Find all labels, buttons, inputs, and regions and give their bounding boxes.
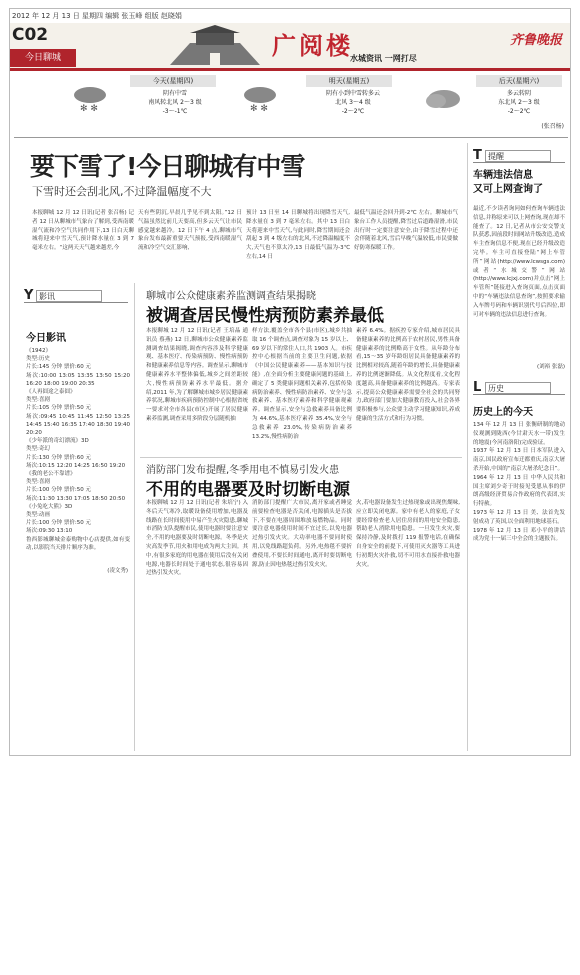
weather-description: 多云转阴 东北风 2～3 级 -2～2℃ bbox=[498, 90, 540, 115]
column-divider bbox=[134, 283, 135, 751]
divider bbox=[14, 137, 568, 138]
weather-day-label: 今天(星期四) bbox=[130, 75, 216, 87]
article2-body-col: 素养 6.4%。据疾控专家介绍,城市居民具备健康素养的比例高于农村居民,男性具备健康素养的比例略高于女性。从年龄分布看,15～35 岁年龄组居民具备健康素养的比例相对较高,随着年龄的增长,具备健康素养的比例逐渐降低。从文化程度看,文化程度越高,具备健康素养的比例越高。专家表示,提高公众健康素养需要全社会的共同努力,政府部门要加大健康教育投入,社会各界要积极参与,公众要主动学习健康知识,养成健康的生活方式和行为习惯。 bbox=[356, 328, 460, 422]
weather-today bbox=[70, 73, 240, 133]
page-header bbox=[10, 23, 571, 71]
reminder-title: 车辆违法信息 又可上网查询了 bbox=[473, 170, 543, 195]
history-body: 134 年 12 月 13 日 张衡研制的地动仪观测到陇西(今甘肃天水一带)发生的地震(今河南洛阳)完成验证。 1937 年 12 月 13 日 日本军队进入南京,国民政府宣布迁都重庆,南京大屠杀开始,中国的“南京大屠杀纪念日”。 1964 年 12 月 13 日 中华人民共和国主席刘少奇于时接见受恩从事的伊朗高级经济贸易合作政府的代表团,实行特赦。 1973 年 12 月 13 日 美、法首先发射成功了英国,以全面利用地球基石。 1978 年 12 月 13 日 邓小平的讲话成为党十一届三中全会的主题报告。 bbox=[473, 422, 565, 543]
snow-cloud-icon bbox=[70, 83, 110, 113]
weather-day-label: 明天(星期五) bbox=[306, 75, 392, 87]
brand-logo: 齐鲁晚报 bbox=[510, 33, 563, 48]
svg-text:✻ ✻: ✻ ✻ bbox=[80, 104, 98, 113]
reminder-header: T 提醒 bbox=[473, 149, 565, 163]
article2-kicker: 聊城市公众健康素养监测调查结果揭晓 bbox=[146, 291, 316, 302]
history-title: 历史上的今天 bbox=[473, 407, 533, 418]
reminder-label: 提醒 bbox=[485, 150, 551, 162]
lead-headline: 要下雪了!今日聊城有中雪 bbox=[30, 152, 305, 181]
snow-cloud-icon bbox=[240, 83, 280, 113]
weather-description: 阴有中雪 南风转北风 2～3 级 -3～-1℃ bbox=[148, 90, 202, 115]
movies-header: Y 影讯 bbox=[24, 289, 128, 303]
reminder-credit: (刘裕 张磊) bbox=[536, 364, 565, 370]
newspaper-page bbox=[9, 8, 571, 756]
cloud-icon bbox=[422, 83, 462, 113]
article3-body-col: 火,若电器设备发生过热现象或出现焦煳味,应立即关闭电源。家中有老人的家庭,子女要经常检查老人居住房间的用电安全隐患,帮助老人消除用电隐患。一旦发生火灾,要保持冷静,及时拨打 119 报警电话,在确保自身安全的前提下,可使用灭火器等工具进行初期火灾扑救,切不可用水直接扑救电器火灾。 bbox=[356, 500, 460, 568]
article2-title: 被调查居民慢性病预防素养最低 bbox=[146, 306, 384, 326]
article2-body-col: 样方法,覆盖全市各个县(市区),城乡共抽取 16 个调查点,调查对象为 15 岁以上、69 岁以下的常住人口,共 1903 人。市疾控中心根据当前的主要卫生问题,依据《中国公民健康素养——基本知识与技能》,在全面分析主要健康问题的基础上,确定了 5 类健康问题相关素养,包括传染病防治素养、慢性病防治素养、安全与急救素养、基本医疗素养和科学健康观素养。调查显示,安全与急救素养具备比例为 44.6%,基本医疗素养 35.4%,安全与急救素养 23.0%,传染病防治素养 13.2%,慢性病防治 bbox=[252, 328, 352, 440]
movies-title: 今日影讯 bbox=[26, 333, 66, 344]
weather-strip bbox=[10, 73, 571, 135]
section-name: 今日聊城 bbox=[10, 49, 76, 67]
article2-body-col: 本报聊城 12 月 12 日讯(记者 王培晶 通讯员 蔡燕) 12 日,聊城市公众健康素养监测调查结果揭晓,调查内容涉及科学健康观、基本医疗、传染病预防、慢性病预防和健康素养信息等内容。调查显示,聊城市健康素养水平整体偏低,城乡之间差距较大,慢性病预防素养水平最低。据介绍,2011 年,为了解聊城市城乡居民健康素养状况,聊城市疾病预防控制中心根据省统一要求对全市各县(市区)开展了居民健康素养监测,调查采用多阶段分层随机抽 bbox=[146, 328, 248, 422]
weather-tomorrow bbox=[240, 73, 410, 133]
divider bbox=[140, 457, 462, 458]
gate-tower-icon bbox=[160, 25, 270, 69]
movies-credit: (凌文秀) bbox=[107, 568, 128, 574]
article3-body-col: 本报聊城 12 月 12 日讯(记者 朱培宁) 入冬后天气寒冷,取暖设备使用增加,电器及线路在长时间使用中易产生火灾隐患,聊城市消防支队提醒市民,使用电器时要注意安全,不用的电器要及时切断电源。冬季是火灾高发季节,用火和用电成为两大主因。其中,有很多家庭的用电器在使用后没有关闭电源,电器长时间处于通电状态,很容易因过热引发火灾。 bbox=[146, 500, 248, 577]
movies-label: 影讯 bbox=[36, 290, 102, 302]
article3-kicker: 消防部门发布提醒,冬季用电不慎易引发火患 bbox=[146, 465, 340, 476]
weather-credit: (张召杨) bbox=[541, 123, 564, 130]
lead-body-col: 最低气温还会回升到-2℃ 左右。聊城市气象台工作人员提醒,降雪过后道路湿滑,市民出行时一定要注意安全,由于降雪过程中还会伴随着北风,雪后早晚气温较低,市民要做好防寒保暖工作。 bbox=[354, 210, 458, 252]
lead-body-col: 天有些阴沉,早晨几乎见不到太阳。”12 日气温虽然比前几天要高,但多云天气让市民感觉越来越冷。12 日下午 4 点,聊城市气象台发布最新重要天气预报,受西南暖湿气流和冷空气交汇影响, bbox=[138, 210, 242, 252]
movies-body: 《1942》 类型:历史 片长:145 分钟 票价:60 元 场次:10:00 13:05 13:35 13:50 15:20 16:20 18:00 19:00 20:35 《人再囧途之泰囧》 类型:喜剧 片长:105 分钟 票价:50 元 场次:09:45 10:45 11:45 12:50 13:25 14:45 15:40 16:35 17:40 18:30 19:40 20:20 《少年派的奇幻漂流》3D 类型:奇幻 片长:130 分钟 票价:60 元 场次:10:15 12:20 14:25 16:50 19:20 《我的老公不靠谱》 类型:喜剧 片长:100 分钟 票价:50 元 场次:11:30 13:30 17:05 18:50 20:50 《小兔吃大熊》3D 类型:动画 片长:100 分钟 票价:50 元 场次:09:30 13:10 鲁西影城聊城金泰购物中心店提供,如有变动,以影院当天排片顺序为准。 bbox=[26, 348, 130, 551]
column-title: 广阅楼 bbox=[272, 31, 353, 60]
article3-body-col: 消防部门提醒广大市民,离开家或者睡觉前要检查电器是否关闭,电源插头是否拔下,不要在电器周围堆放易燃物品。同时要注意电器使用时间不宜过长,以免电器过热引发火灾。大功率电器不要同时使用,以免线路超负荷。另外,电热毯不要折叠使用,不要长时间通电,离开时要切断电源,防止因电热毯过热引发火灾。 bbox=[252, 500, 352, 568]
history-header: L 历史 bbox=[473, 381, 565, 395]
weather-day-label: 后天(星期六) bbox=[476, 75, 562, 87]
svg-text:✻ ✻: ✻ ✻ bbox=[250, 104, 268, 113]
weather-description: 阴有小到中雪转多云 北风 3～4 级 -2～2℃ bbox=[325, 90, 380, 115]
lead-body-col: 本报聊城 12 月 12 日讯(记者 张召杨) 记者 12 日从聊城市气象台了解到,受西南暖湿气流和冷空气共同作用下,13 日白天聊城将迎来中雪天气,预计降水量在 3 到 7 毫米左右。“这两天天气越来越差,今 bbox=[32, 210, 134, 252]
reminder-body: 最近,不少读者询问如何查询车辆违法信息,并称原来可以上网查询,现在却不能查了。12 日,记者从市公安交警支队获悉,因前段时间网站升级改造,造成车主查询信息不便,现在已经升级改造完毕。车主可直接登陆“网上车管所”网站(http://www.lcwsgs.com)或者“水城交警”网站(http://www.lcjxj.com)并点击“网上车管所”链接进入查询页面,点击页面中的“车辆违法信息查询”,按照要求输入车牌号码和车辆识别代号后四位,即可对车辆的违法信息进行查询。 bbox=[473, 206, 565, 318]
lead-subheadline: 下雪时还会刮北风,不过降温幅度不大 bbox=[32, 185, 212, 198]
article3-title: 不用的电器要及时切断电源 bbox=[146, 480, 350, 500]
lead-body-col: 预计 13 日至 14 日聊城将出现降雪天气,降水量在 3 到 7 毫米左右。其中 13 日白天将迎来中雪天气,与此同时,降雪期间还会刮起 3 到 4 级左右的北风,不过降温幅度不大,天气也不算太冷,13 日最低气温为-3℃ 左右,14 日 bbox=[246, 210, 350, 260]
column-divider bbox=[467, 143, 468, 751]
history-label: 历史 bbox=[485, 382, 551, 394]
page-dateline: 2012 年 12 月 13 日 星期四 编辑 张玉峰 组版 赵晓娟 bbox=[12, 12, 182, 20]
column-subtitle: 水城资讯 一网打尽 bbox=[350, 54, 417, 63]
page-number: C02 bbox=[12, 25, 49, 45]
